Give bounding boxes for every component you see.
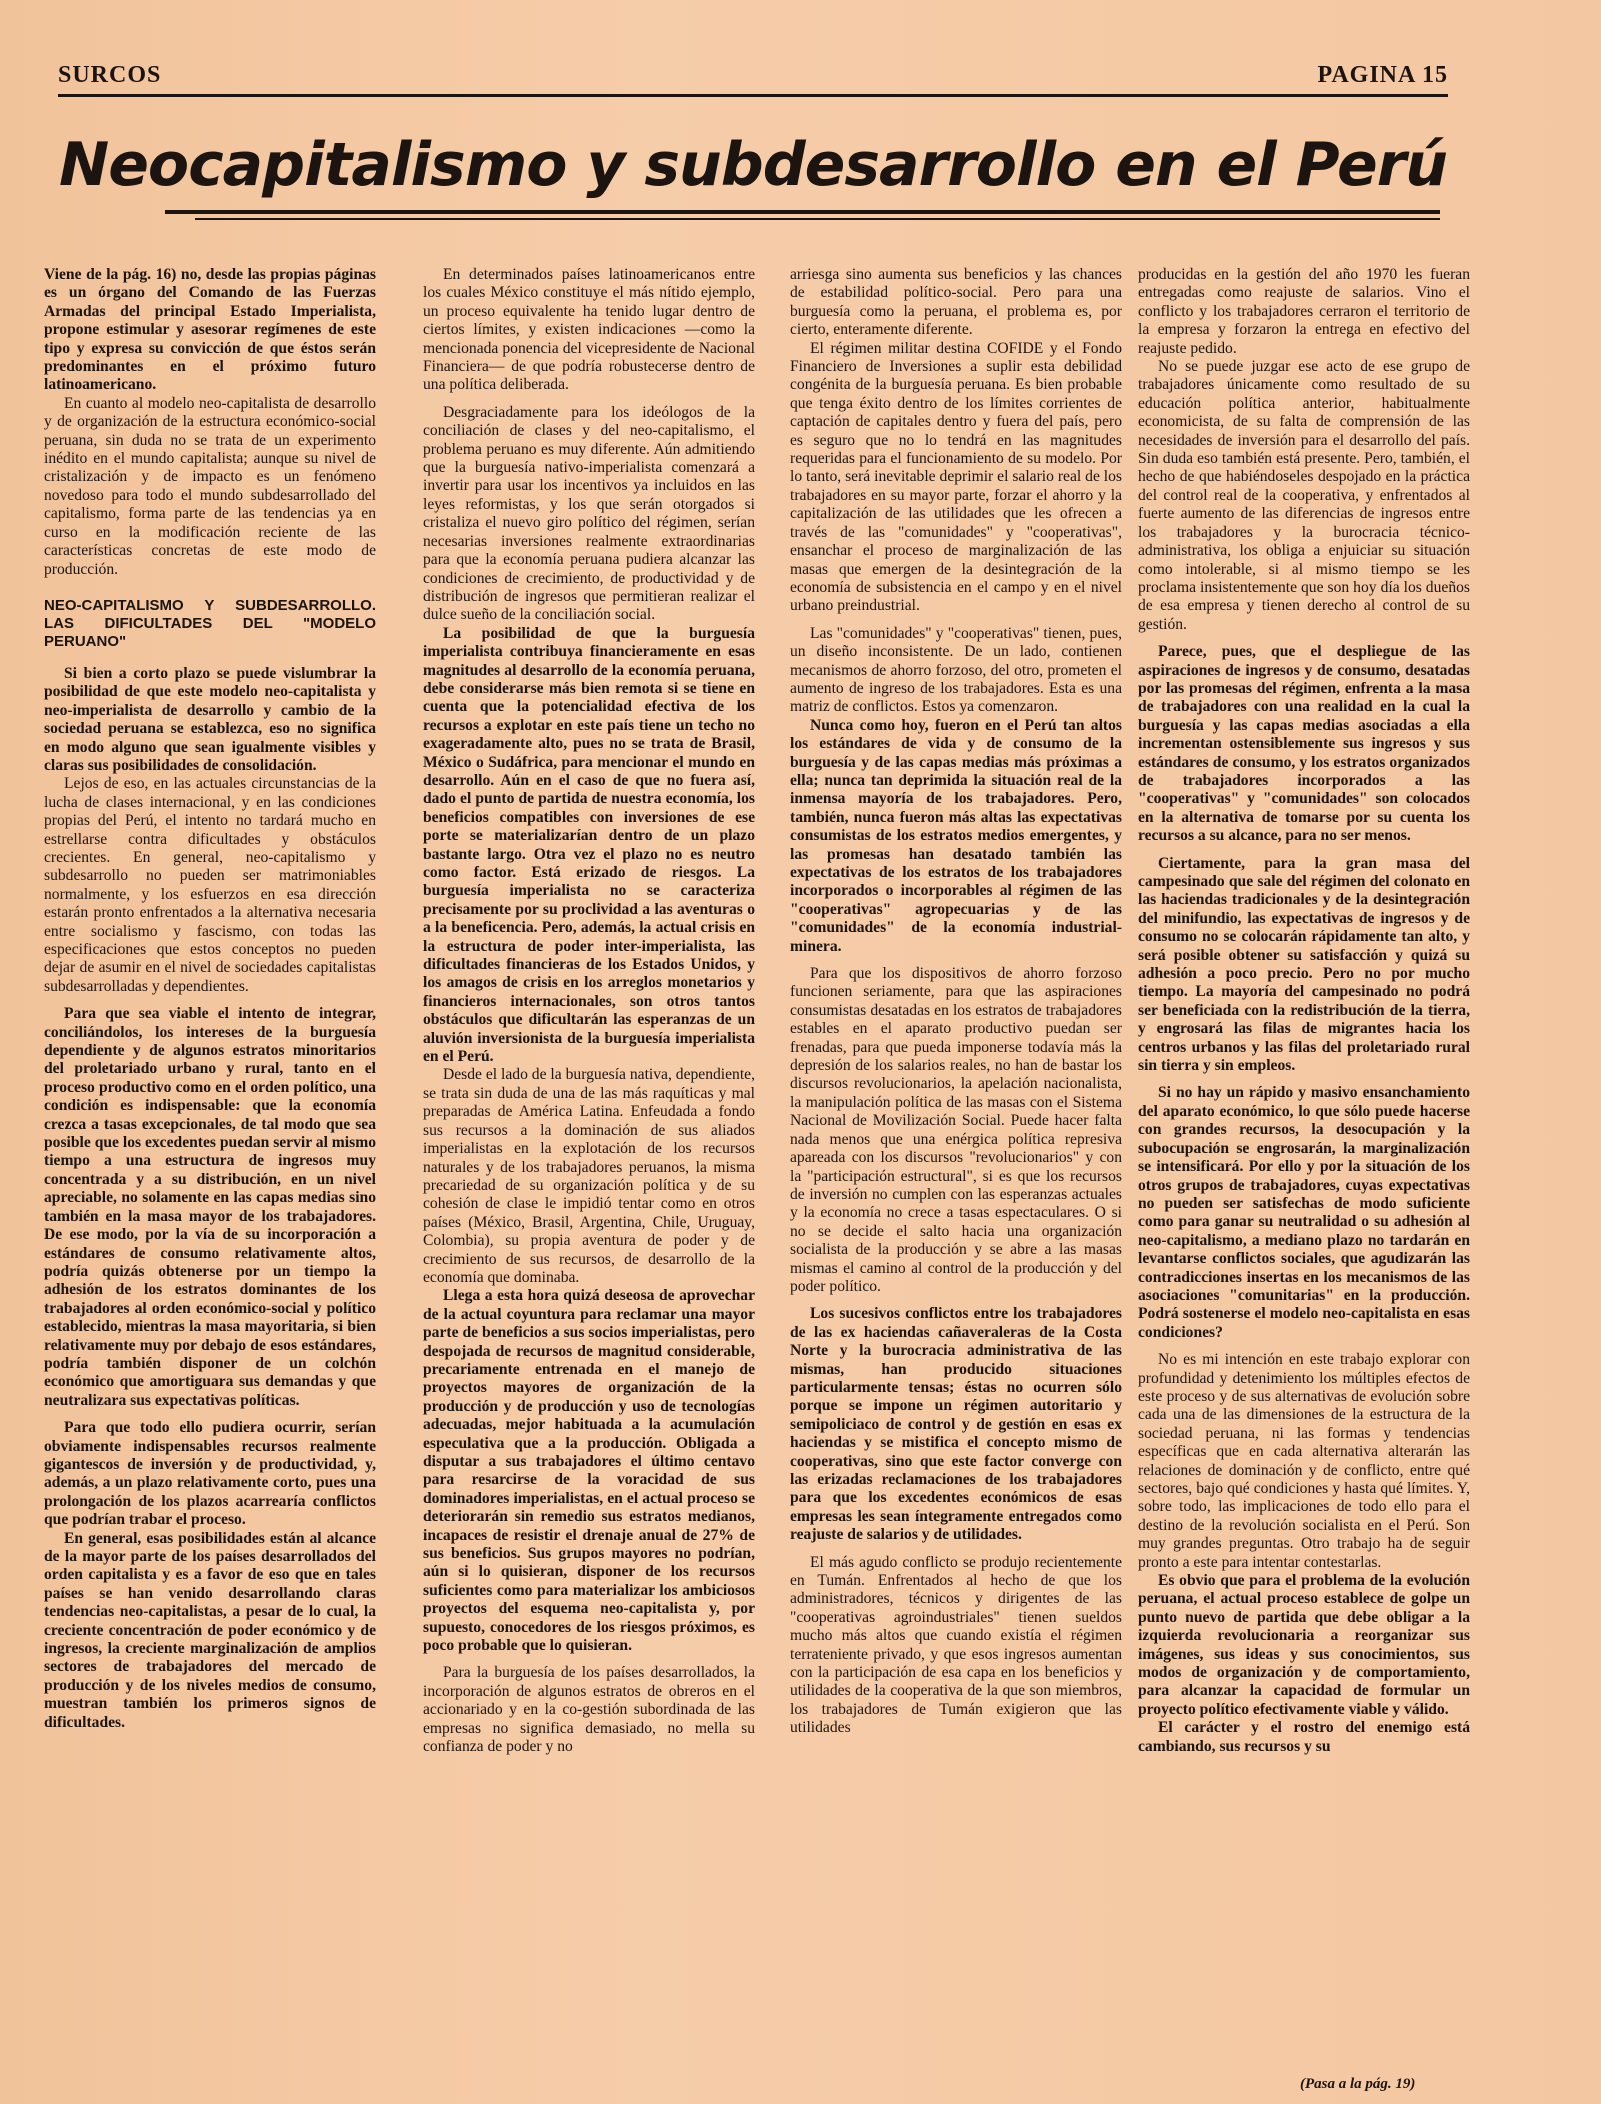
paragraph: Nunca como hoy, fueron en el Perú tan altos los estándares de vida y de consumo de la burguesía y de las capas medias más próximas a ella; nunca tan deprimida la situación real de la inmensa mayoría de los trabajadores. Pero, también, nunca fueron más altas las expectativas consumistas de los estratos medios emergentes, y las promesas han desatado también las expectativas de los estratos de los trabajadores incorporados o incorporables al régimen de las "cooperativas" agropecuarias y de las "comunidades" de la economía industrial-minera.: [790, 716, 1122, 955]
page-number: PAGINA 15: [1317, 62, 1448, 88]
paragraph: El régimen militar destina COFIDE y el Fondo Financiero de Inversiones a suplir esta debilidad congénita de la burguesía peruana. Es bien probable que tenga éxito dentro de los límites corrientes de captación de capitales dentro y fuera del país, pero es seguro que no lo tendrá en las magnitudes requeridas para el funcionamiento de su modelo. Por lo tanto, será inevitable deprimir el salario real de los trabajadores en su mayor parte, forzar el ahorro y la capitalización de las utilidades que les ofrecen a través de las "comunidades" y "cooperativas", ensanchar el proceso de marginalización de las masas que emergen de la desintegración de la economía de subsistencia en el campo y en el nivel urbano preindustrial.: [790, 339, 1122, 615]
paragraph: Desde el lado de la burguesía nativa, dependiente, se trata sin duda de una de las más raquíticas y mal preparadas de América Latina. Enfeudada a fondo sus recursos a la dominación de sus aliados imperialistas en la explotación de los recursos naturales y de los trabajadores peruanos, la misma precariedad de su organización política y de su cohesión de clase le impidió tentar como en otros países (México, Brasil, Argentina, Chile, Uruguay, Colombia), su propia aventura de poder y de crecimiento de sus recursos, de desarrollo de la economía que dominaba.: [423, 1066, 755, 1286]
continuation-note: (Pasa a la pág. 19): [1300, 2076, 1416, 2092]
paragraph: Si no hay un rápido y masivo ensanchamiento del aparato económico, lo que sólo puede hacerse con grandes recursos, la desocupación y la subocupación se engrosarán, la marginalización se intensificará. Por ello y por la situación de los otros grupos de trabajadores, cuyas expectativas no pueden ser satisfechas de modo suficiente como para ganar su neutralidad o su adhesión al neo-capitalismo, a mediano plazo no tardarán en levantarse conflictos sociales, que agudizarán las contradicciones insertas en los mecanismos de las asociaciones "comunitarias" en la producción. Podrá sostenerse el modelo neo-capitalista en esas condiciones?: [1138, 1084, 1470, 1341]
paragraph: Llega a esta hora quizá deseosa de aprovechar de la actual coyuntura para reclamar una mayor parte de beneficios a sus socios imperialistas, pero despojada de recursos de magnitud considerable, precariamente entrenada en el manejo de proyectos mayores de organización de la producción y de producción y uso de tecnologías adecuadas, mejor habituada a la acumulación especulativa que a la producción. Obligada a disputar a sus trabajadores el último centavo para resarcirse de la voracidad de sus dominadores imperialistas, en el actual proceso se deteriorarán sin remedio sus estratos medianos, incapaces de resistir el drenaje anual de 27% de sus beneficios. Sus grupos mayores no podrían, aún si lo quisieran, disponer de los recursos suficientes como para materializar los ambiciosos proyectos del esquema neo-capitalista y, por supuesto, conocedores de los riesgos próximos, es poco probable que lo quisieran.: [423, 1287, 755, 1655]
paragraph: Lejos de eso, en las actuales circunstancias de la lucha de clases internacional, y en las condiciones propias del Perú, el intento no tardará mucho en estrellarse contra dificultades y obstáculos crecientes. En general, neo-capitalismo y subdesarrollo no pueden ser matrimoniables normalmente, y los esfuerzos en esa dirección estarán pronto enfrentados a la alternativa necesaria entre socialismo y fascismo, con todas las especificaciones que estos conceptos no pueden dejar de asumir en el nivel de sociedades capitalistas subdesarrolladas y dependientes.: [44, 775, 376, 995]
paragraph: Los sucesivos conflictos entre los trabajadores de las ex haciendas cañaveraleras de la Costa Norte y la burocracia administrativa de las mismas, han producido situaciones particularmente tensas; éstas no ocurren sólo porque se impone un régimen autoritario y semipoliciaco de control y de gestión en esas ex haciendas y se mistifica el concepto mismo de cooperativas, sino que este factor converge con las erizadas reclamaciones de los trabajadores para que los excedentes económicos de esas empresas les sean íntegramente entregados como reajuste de salarios y de utilidades.: [790, 1305, 1122, 1544]
paragraph: En determinados países latinoamericanos entre los cuales México constituye el más nítido ejemplo, un proceso equivalente ha tenido lugar dentro de ciertos límites, y existen indicaciones —como la mencionada ponencia del vicepresidente de Nacional Financiera— de que podría robustecerse dentro de una política deliberada.: [423, 266, 755, 394]
masthead-rule: [58, 94, 1448, 97]
paragraph: No se puede juzgar ese acto de ese grupo de trabajadores únicamente como resultado de su educación política anterior, habitualmente economicista, de su falta de comprensión de las necesidades de inversión para el desarrollo del país. Sin duda eso también está presente. Pero, también, el hecho de que habiéndoseles despojado en la práctica del control real de la cooperativa, y enfrentados al fuerte aumento de las diferencias de ingresos entre los trabajadores y la burocracia técnico- administrativa, los obliga a enjuiciar su situación como intolerable, si al mismo tiempo se les proclama insistentemente que son hoy día los dueños de esa empresa y tienen derecho al control de su gestión.: [1138, 358, 1470, 633]
paragraph: Es obvio que para el problema de la evolución peruana, el actual proceso establece de golpe un punto nuevo de partida que debe obligar a la izquierda revolucionaria a reorganizar sus imágenes, sus ideas y sus conocimientos, sus modos de organización y de comportamiento, para alcanzar la capacidad de formular un proyecto político efectivamente viable y válido.: [1138, 1572, 1470, 1718]
headline-rule-thick: [165, 210, 1440, 214]
headline: Neocapitalismo y subdesarrollo en el Perú: [58, 130, 1447, 200]
paragraph: Parece, pues, que el despliegue de las aspiraciones de ingresos y de consumo, desatadas por las promesas del régimen, enfrenta a la masa de trabajadores con una realidad en la cual la burguesía y las capas medias asociadas a ella incrementan ostensiblemente sus ingresos y sus estándares de consumo, y los estratos organizados de trabajadores incorporados a las "cooperativas" y "comunidades" son colocados en la alternativa de tomarse por su cuenta los recursos a su alcance, para no ser menos.: [1138, 643, 1470, 845]
paragraph: arriesga sino aumenta sus beneficios y las chances de estabilidad político-social. Pero para una burguesía como la peruana, el problema es, por cierto, enteramente diferente.: [790, 266, 1122, 339]
column-4: [1138, 266, 1470, 2066]
column-3: [790, 266, 1122, 2066]
section-subheading: NEO-CAPITALISMO Y SUBDESARROLLO. LAS DIFICULTADES DEL "MODELO PERUANO": [44, 596, 376, 650]
paragraph: El carácter y el rostro del enemigo está cambiando, sus recursos y su: [1138, 1719, 1470, 1755]
column-1: [44, 266, 376, 2066]
paragraph: Para que sea viable el intento de integrar, conciliándolos, los intereses de la burguesía dependiente y de algunos estratos minoritarios del proletariado urbano y rural, tanto en el proceso productivo como en el orden político, una condición es indispensable: que la economía crezca a tasas excepcionales, de tal modo que sea posible que los excedentes puedan servir al mismo tiempo a una estructura de ingresos muy concentrada y a su distribución, en un nivel apreciable, no solamente en las capas medias sino también en la masa mayor de los trabajadores. De ese modo, por la vía de su incorporación a estándares de consumo relativamente altos, podría quizás obtenerse por un tiempo la adhesión de los estratos dominantes de los trabajadores al orden económico-social y político establecido, mientras la masa mayoritaria, si bien relativamente muy por debajo de esos estándares, podría también disponer de un colchón económico que amortiguara sus demandas y que neutralizara sus expectativas políticas.: [44, 1005, 376, 1409]
paragraph: producidas en la gestión del año 1970 les fueran entregadas como reajuste de salarios. Vino el conflicto y los trabajadores cerraron el territorio de la empresa y forzaron la entrega en efectivo del reajuste pedido.: [1138, 266, 1470, 357]
paragraph: Para que los dispositivos de ahorro forzoso funcionen seriamente, para que las aspiraciones consumistas desatadas en los estratos de trabajadores estables en el aparato productivo puedan ser frenadas, para que pueda imponerse todavía más la depresión de los salarios reales, no han de bastar los discursos revolucionarios, la apelación nacionalista, la manipulación política de las masas con el Sistema Nacional de Movilización Social. Puede hacer falta nada menos que una enérgica política represiva apareada con los discursos "revolucionarios" y con la "participación estructural", si es que los recursos de inversión no cumplen con las esperanzas actuales y la economía no crece a tasas espectaculares. O si no se decide el salto hacia una organización socialista de la producción y se abre a las masas mismas el camino al control de la producción y del poder político.: [790, 965, 1122, 1295]
paragraph: Si bien a corto plazo se puede vislumbrar la posibilidad de que este modelo neo-capitalista y neo-imperialista de desarrollo y cambio de la sociedad peruana se establezca, eso no significa en modo alguno que sean igualmente visibles y claras sus posibilidades de consolidación.: [44, 664, 376, 774]
paragraph: No es mi intención en este trabajo explorar con profundidad y detenimiento los múltiples efectos de este proceso y de sus alternativas de evolución sobre cada una de las dimensiones de la estructura de la sociedad peruana, ni las formas y tendencias específicas que en cada alternativa alterarán las relaciones de dominación y de conflicto, entre qué sectores, bajo qué condiciones y hasta qué límites. Y, sobre todo, las implicaciones de todo ello para el destino de la revolución socialista en el Perú. Son muy grandes preguntas. Otro trabajo ha de seguir pronto a este para intentar contestarlas.: [1138, 1351, 1470, 1571]
column-2: [423, 266, 755, 2066]
paragraph: Para la burguesía de los países desarrollados, la incorporación de algunos estratos de obreros en el accionariado y en la co-gestión subordinada de las empresas no significa demasiado, no mella su confianza de poder y no: [423, 1664, 755, 1756]
paragraph: La posibilidad de que la burguesía imperialista contribuya financieramente en esas magnitudes al desarrollo de la economía peruana, debe considerarse más bien remota si se tiene en cuenta que la potencialidad efectiva de los recursos a explotar en este país tiene un techo no exageradamente alto, pues no se trata de Brasil, México o Sudáfrica, para mencionar el mundo en desarrollo. Aún en el caso de que no fuera así, dado el punto de partida de nuestra economía, los beneficios compatibles con inversiones de ese porte se materializarían dentro de un plazo bastante largo. Otra vez el plazo no es neutro como factor. Está erizado de riesgos. La burguesía imperialista no se caracteriza precisamente por su proclividad a las aventuras o a la beneficencia. Pero, además, la actual crisis en la estructura de poder inter-imperialista, las dificultades financieras de los Estados Unidos, y los amagos de crisis en los arreglos monetarios y financieros internacionales, son otros tantos obstáculos que dificultarán las esperanzas de un aluvión inversionista de la burguesía imperialista en el Perú.: [423, 624, 755, 1066]
paragraph: Ciertamente, para la gran masa del campesinado que sale del régimen del colonato en las haciendas tradicionales y de la desintegración del minifundio, las expectativas de ingresos y de consumo no se colocarán rápidamente tan alto, y será posible obtener su satisfacción y quizá su adhesión a poco precio. Pero no por mucho tiempo. La mayoría del campesinado no podrá ser beneficiada con la redistribución de la tierra, y engrosará las filas de migrantes hacia los centros urbanos y las filas del proletariado rural sin tierra y sin empleos.: [1138, 854, 1470, 1075]
paragraph: En cuanto al modelo neo-capitalista de desarrollo y de organización de la estructura económico-social peruana, sin duda no se trata de un experimento inédito en el mundo capitalista; aunque su nivel de cristalización y de impacto es un fenómeno novedoso para todo el mundo subdesarrollado del capitalismo, forma parte de las tendencias ya en curso en la modificación reciente de las características concretas de este modo de producción.: [44, 394, 376, 578]
paragraph: En general, esas posibilidades están al alcance de la mayor parte de los países desarrollados del orden capitalista y es a favor de eso que en tales países se han venido desarrollando claras tendencias neo-capitalistas, a pesar de lo cual, la creciente concentración de poder económico y de ingresos, la creciente marginalización de amplios sectores de trabajadores del mercado de producción y de los niveles medios de consumo, muestran también los primeros signos de dificultades.: [44, 1529, 376, 1731]
headline-rule-thin: [195, 218, 1440, 220]
paragraph: Las "comunidades" y "cooperativas" tienen, pues, un diseño inconsistente. De un lado, contienen mecanismos de ahorro forzoso, del otro, prometen el aumento de ingreso de los trabajadores. Esta es una matriz de conflictos. Estos ya comenzaron.: [790, 624, 1122, 716]
publication-name: SURCOS: [58, 62, 162, 88]
paragraph: Desgraciadamente para los ideólogos de la conciliación de clases y del neo-capitalismo, el problema peruano es muy diferente. Aún admitiendo que la burguesía nativo-imperialista comenzará a invertir para usar los incentivos ya incluidos en las leyes reformistas, y los que serán otorgados si cristaliza el nuevo giro político del régimen, serían necesarias inversiones realmente extraordinarias para que la economía peruana pudiera alcanzar las condiciones de crecimiento, de productividad y de distribución de ingresos que permitieran realizar el dulce sueño de la conciliación social.: [423, 403, 755, 624]
paragraph: El más agudo conflicto se produjo recientemente en Tumán. Enfrentados al hecho de que los administradores, técnicos y dirigentes de las "cooperativas agroindustriales" tienen sueldos mucho más altos que cuando existía el régimen terrateniente privado, y que esos ingresos aumentan con la participación de esa capa en los beneficios y utilidades de la cooperativa de la que son miembros, los trabajadores de Tumán exigieron que las utilidades: [790, 1553, 1122, 1737]
paragraph: Viene de la pág. 16) no, desde las propias páginas es un órgano del Comando de las Fuerzas Armadas del principal Estado Imperialista, propone estimular y asesorar regímenes de este tipo y expresa su convicción de que éstos serán predominantes en el próximo futuro latinoamericano.: [44, 266, 376, 394]
paragraph: Para que todo ello pudiera ocurrir, serían obviamente indispensables recursos realmente gigantescos de inversión y de productividad, y, además, a un plazo relativamente corto, pues una prolongación de los plazos acarrearía conflictos que podrían trabar el proceso.: [44, 1419, 376, 1529]
masthead: [58, 62, 1448, 92]
